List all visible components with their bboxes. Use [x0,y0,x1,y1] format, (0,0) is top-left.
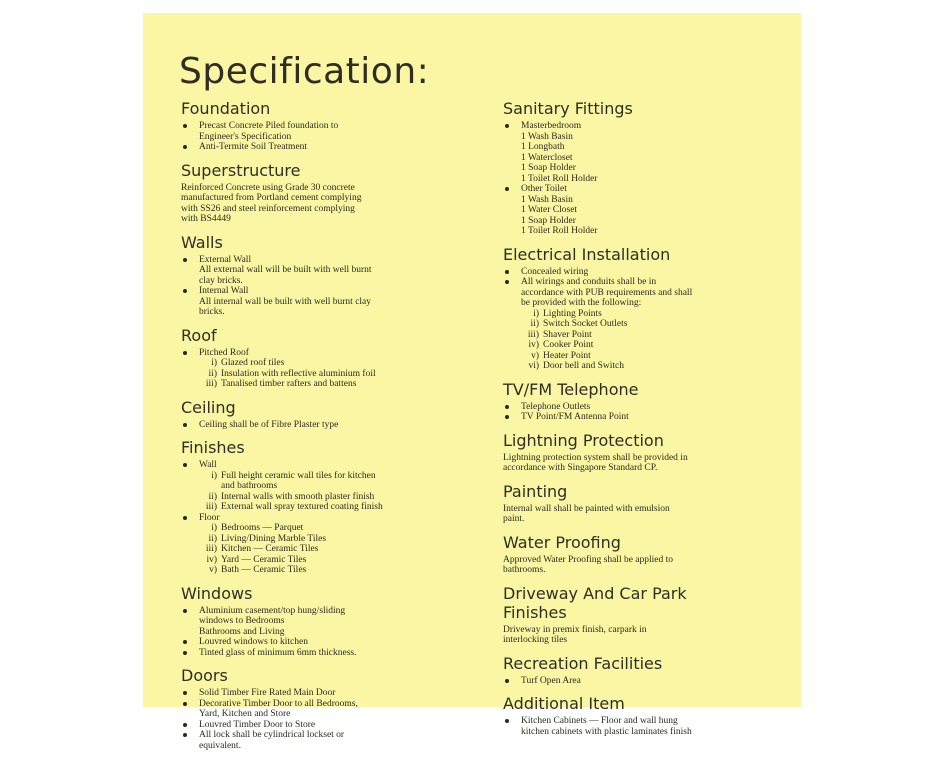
section-heading: Windows [181,583,253,603]
list-item: Aluminium casement/top hung/sliding windows to Bedrooms Bathrooms and Living [181,606,481,638]
list-item: Precast Concrete Piled foundation to Engineer's Specification [181,121,481,142]
paragraph: Driveway in premix finish, carpark in interlocking tiles [503,624,647,645]
sub-item: 1 Toilet Roll Holder [521,226,598,236]
paragraph: Lightning protection system shall be provided in accordance with Singapore Standard CP. [503,452,688,473]
sub-item: 1 Wash Basin [521,194,573,205]
list-item: Concealed wiring [503,267,793,278]
section-superstructure [181,161,481,225]
left-column [181,99,481,759]
section-walls [181,233,481,318]
sub-item: iv) Yard — Ceramic Tiles [206,554,307,565]
sub-item-cont: and bathrooms [221,481,278,491]
section-roof [181,326,481,390]
section-sanitary-fittings [503,99,793,237]
section-heading: Recreation Facilities [503,653,663,673]
section-electrical-installation [503,245,793,372]
sub-item: 1 Soap Holder [521,163,576,173]
section-heading: Roof [181,325,217,345]
sub-item: vi) Door bell and Switch [528,361,625,371]
section-heading: Doors [181,666,228,685]
section-heading: Water Proofing [503,532,621,552]
list-item: Decorative Timber Door to all Bedrooms, Yard, Kitchen and Store [181,699,481,720]
list-item: Wall [181,460,481,471]
section-driveway [503,584,793,646]
sub-item: v) Bath — Ceramic Tiles [209,565,307,575]
sub-item: iv) Cooker Point [528,340,594,350]
list-item: Telephone Outlets [503,402,793,413]
section-lightning-protection [503,431,793,474]
section-ceiling [181,398,481,431]
list-item: Floor [181,513,481,524]
sub-item: 1 Wash Basin [521,131,573,142]
section-painting [503,482,793,525]
list-item: Masterbedroom [503,121,793,132]
section-heading: Foundation [181,99,271,118]
section-recreation-facilities [503,654,793,687]
sub-item: 1 Soap Holder [521,215,576,226]
specification-sheet [143,13,801,751]
list-item: Ceiling shall be of Fibre Plaster type [181,420,481,431]
sub-item: i) Full height ceramic wall tiles for kitchen [211,470,376,481]
section-heading: Sanitary Fittings [503,99,633,118]
section-heading: Superstructure [181,160,301,180]
list-item: Turf Open Area [503,676,793,687]
paragraph: Internal wall shall be painted with emulsion paint. [503,503,670,524]
sub-item: iii) Shaver Point [527,329,592,340]
section-doors [181,666,481,751]
right-column [503,99,793,745]
section-heading: Walls [181,232,223,252]
sub-item: i) Glazed roof tiles [211,358,285,368]
section-heading: Finishes [181,438,245,457]
sub-item: v) Heater Point [531,350,591,361]
sub-item: i) Bedrooms — Parquet [211,523,304,533]
sub-item: ii) Switch Socket Outlets [530,319,628,329]
section-water-proofing [503,533,793,576]
sub-item: 1 Watercloset [521,152,573,163]
list-item: Louvred windows to kitchen [181,637,481,648]
list-item: Other Toilet [503,184,793,195]
section-additional-item [503,694,793,737]
list-item: All lock shall be cylindrical lockset or equivalent. [181,730,481,751]
sub-item: 1 Water Closet [521,205,578,215]
section-foundation [181,99,481,153]
section-finishes [181,438,481,576]
list-item: Solid Timber Fire Rated Main Door [181,688,481,699]
list-item: All wirings and conduits shall be in accordance with PUB requirements and shall be provided with the following: [503,277,793,309]
list-item: Kitchen Cabinets — Floor and wall hung kitchen cabinets with plastic laminates finish [503,716,793,737]
list-item: TV Point/FM Antenna Point [503,412,793,423]
list-item: Internal Wall All internal wall be built with well burnt clay bricks. [181,286,481,318]
paragraph: Reinforced Concrete using Grade 30 concrete manufactured from Portland cement complying with SS26 and steel reinforcement complying with BS4449 [181,182,362,224]
sub-item: 1 Toilet Roll Holder [521,173,598,184]
list-item: Tinted glass of minimum 6mm thickness. [181,648,481,659]
sub-item: iii) Tanalised timber rafters and battens [205,379,357,389]
sub-item: iii) Kitchen — Ceramic Tiles [205,544,319,554]
section-heading: Lightning Protection [503,430,664,450]
section-heading: Additional Item [503,694,625,713]
list-item: Louvred Timber Door to Store [181,720,481,731]
sub-item: 1 Longbath [521,142,565,152]
sub-item: i) Lighting Points [533,308,602,319]
sub-item: ii) Insulation with reflective aluminium foil [208,368,376,379]
section-heading: Driveway And Car Park Finishes [503,583,687,622]
sub-item: iii) External wall spray textured coating finish [205,502,383,512]
section-heading: TV/FM Telephone [503,379,639,399]
list-item: Anti-Termite Soil Treatment [181,142,481,153]
section-heading: Painting [503,481,568,501]
section-heading: Electrical Installation [503,244,671,264]
list-item: External Wall All external wall will be built with well burnt clay bricks. [181,255,481,287]
section-tv-fm-telephone [503,380,793,423]
section-heading: Ceiling [181,397,236,417]
page-title: Specification: [179,51,430,92]
list-item: Pitched Roof [181,348,481,359]
sub-item: ii) Internal walls with smooth plaster finish [208,491,375,502]
sub-item: ii) Living/Dining Marble Tiles [208,533,327,544]
paragraph: Approved Water Proofing shall be applied to bathrooms. [503,554,674,575]
section-windows [181,584,481,659]
